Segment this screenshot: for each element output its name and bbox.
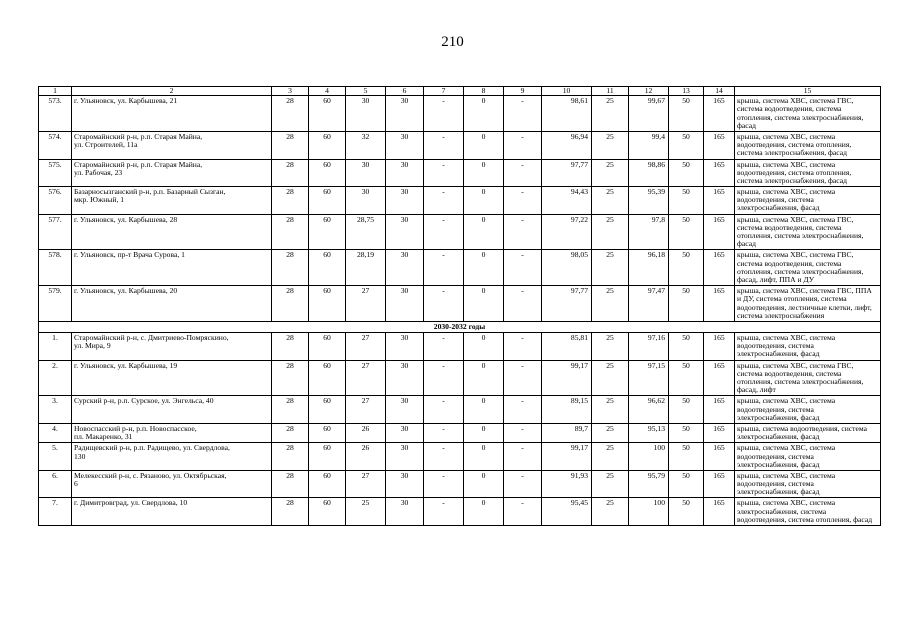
col-7-cell: - <box>424 396 464 424</box>
col-3-cell: 28 <box>272 443 309 471</box>
col-13-cell: 50 <box>669 286 704 322</box>
col-4-cell: 60 <box>309 286 346 322</box>
col-7-cell: - <box>424 333 464 361</box>
col-12-cell: 97,47 <box>629 286 669 322</box>
col-8-cell: 0 <box>464 396 504 424</box>
col-10-cell: 85,81 <box>542 333 592 361</box>
col-9-cell: - <box>504 187 542 215</box>
column-header: 14 <box>704 87 735 96</box>
col-6-cell: 30 <box>386 250 424 286</box>
col-10-cell: 95,45 <box>542 498 592 526</box>
col-10-cell: 99,17 <box>542 360 592 396</box>
col-4-cell: 60 <box>309 443 346 471</box>
row-number-cell: 6. <box>39 470 72 498</box>
col-9-cell: - <box>504 250 542 286</box>
row-number-cell: 2. <box>39 360 72 396</box>
section-title: 2030-2032 годы <box>39 321 881 332</box>
col-8-cell: 0 <box>464 286 504 322</box>
col-7-cell: - <box>424 443 464 471</box>
col-9-cell: - <box>504 423 542 442</box>
col-14-cell: 165 <box>704 333 735 361</box>
col-12-cell: 95,79 <box>629 470 669 498</box>
column-header: 2 <box>72 87 272 96</box>
col-3-cell: 28 <box>272 360 309 396</box>
work-types-cell: крыша, система ХВС, система водоотведения, система отопления, система электроснабжения, фасад <box>735 131 881 159</box>
col-9-cell: - <box>504 333 542 361</box>
address-cell: г. Ульяновск, ул. Карбышева, 19 <box>72 360 272 396</box>
col-12-cell: 99,4 <box>629 131 669 159</box>
col-9-cell: - <box>504 360 542 396</box>
column-header: 8 <box>464 87 504 96</box>
col-13-cell: 50 <box>669 250 704 286</box>
col-5-cell: 28,75 <box>346 214 386 250</box>
col-11-cell: 25 <box>592 443 629 471</box>
col-8-cell: 0 <box>464 96 504 132</box>
table-row <box>39 159 881 187</box>
table-row <box>39 360 881 396</box>
col-11-cell: 25 <box>592 423 629 442</box>
col-8-cell: 0 <box>464 360 504 396</box>
col-5-cell: 32 <box>346 131 386 159</box>
col-6-cell: 30 <box>386 360 424 396</box>
table-row <box>39 250 881 286</box>
col-3-cell: 28 <box>272 159 309 187</box>
col-10-cell: 89,7 <box>542 423 592 442</box>
col-4-cell: 60 <box>309 396 346 424</box>
col-5-cell: 30 <box>346 159 386 187</box>
col-13-cell: 50 <box>669 498 704 526</box>
col-12-cell: 95,13 <box>629 423 669 442</box>
col-3-cell: 28 <box>272 214 309 250</box>
table-row <box>39 470 881 498</box>
col-4-cell: 60 <box>309 470 346 498</box>
col-12-cell: 99,67 <box>629 96 669 132</box>
col-10-cell: 98,05 <box>542 250 592 286</box>
column-header: 13 <box>669 87 704 96</box>
address-cell: г. Ульяновск, ул. Карбышева, 21 <box>72 96 272 132</box>
table-row <box>39 131 881 159</box>
col-14-cell: 165 <box>704 423 735 442</box>
col-11-cell: 25 <box>592 187 629 215</box>
address-cell: Старомайнский р-н, р.п. Старая Майна, ул. Рабочая, 23 <box>72 159 272 187</box>
col-9-cell: - <box>504 443 542 471</box>
col-13-cell: 50 <box>669 96 704 132</box>
col-12-cell: 97,16 <box>629 333 669 361</box>
col-8-cell: 0 <box>464 443 504 471</box>
col-11-cell: 25 <box>592 470 629 498</box>
col-7-cell: - <box>424 470 464 498</box>
work-types-cell: крыша, система ХВС, система электроснабжения, система водоотведения, система отопления, фасад <box>735 498 881 526</box>
row-number-cell: 575. <box>39 159 72 187</box>
row-number-cell: 3. <box>39 396 72 424</box>
address-cell: г. Ульяновск, ул. Карбышева, 28 <box>72 214 272 250</box>
col-9-cell: - <box>504 498 542 526</box>
col-13-cell: 50 <box>669 470 704 498</box>
column-header: 1 <box>39 87 72 96</box>
col-11-cell: 25 <box>592 250 629 286</box>
col-7-cell: - <box>424 286 464 322</box>
table-row <box>39 333 881 361</box>
col-14-cell: 165 <box>704 214 735 250</box>
col-5-cell: 30 <box>346 96 386 132</box>
col-13-cell: 50 <box>669 423 704 442</box>
row-number-cell: 4. <box>39 423 72 442</box>
col-7-cell: - <box>424 360 464 396</box>
col-6-cell: 30 <box>386 96 424 132</box>
col-11-cell: 25 <box>592 286 629 322</box>
column-number-header <box>39 87 881 96</box>
col-10-cell: 96,94 <box>542 131 592 159</box>
col-3-cell: 28 <box>272 286 309 322</box>
col-12-cell: 95,39 <box>629 187 669 215</box>
col-3-cell: 28 <box>272 250 309 286</box>
col-14-cell: 165 <box>704 250 735 286</box>
work-types-cell: крыша, система ХВС, система ГВС, система водоотведения, система отопления, система электроснабжения, фасад <box>735 214 881 250</box>
col-11-cell: 25 <box>592 159 629 187</box>
table-row <box>39 396 881 424</box>
row-number-cell: 5. <box>39 443 72 471</box>
column-header: 5 <box>346 87 386 96</box>
col-5-cell: 27 <box>346 396 386 424</box>
col-4-cell: 60 <box>309 498 346 526</box>
col-4-cell: 60 <box>309 187 346 215</box>
col-9-cell: - <box>504 96 542 132</box>
col-11-cell: 25 <box>592 214 629 250</box>
col-12-cell: 97,15 <box>629 360 669 396</box>
col-5-cell: 25 <box>346 498 386 526</box>
col-4-cell: 60 <box>309 250 346 286</box>
col-10-cell: 91,93 <box>542 470 592 498</box>
work-types-cell: крыша, система ХВС, система водоотведения, система отопления, система электроснабжения, фасад <box>735 159 881 187</box>
col-5-cell: 27 <box>346 286 386 322</box>
col-4-cell: 60 <box>309 159 346 187</box>
table-row <box>39 214 881 250</box>
col-3-cell: 28 <box>272 423 309 442</box>
col-13-cell: 50 <box>669 187 704 215</box>
col-4-cell: 60 <box>309 423 346 442</box>
work-types-cell: крыша, система ХВС, система водоотведения, система электроснабжения, фасад <box>735 333 881 361</box>
address-cell: Старомайнский р-н, р.п. Старая Майна, ул. Строителей, 11а <box>72 131 272 159</box>
row-number-cell: 578. <box>39 250 72 286</box>
col-6-cell: 30 <box>386 187 424 215</box>
table-row <box>39 96 881 132</box>
work-types-cell: крыша, система ХВС, система водоотведения, система электроснабжения, фасад <box>735 187 881 215</box>
row-number-cell: 576. <box>39 187 72 215</box>
row-number-cell: 1. <box>39 333 72 361</box>
col-13-cell: 50 <box>669 360 704 396</box>
col-9-cell: - <box>504 159 542 187</box>
address-cell: г. Ульяновск, ул. Карбышева, 20 <box>72 286 272 322</box>
col-7-cell: - <box>424 187 464 215</box>
col-14-cell: 165 <box>704 131 735 159</box>
col-14-cell: 165 <box>704 360 735 396</box>
col-9-cell: - <box>504 396 542 424</box>
col-10-cell: 97,22 <box>542 214 592 250</box>
col-11-cell: 25 <box>592 96 629 132</box>
column-header: 7 <box>424 87 464 96</box>
col-8-cell: 0 <box>464 498 504 526</box>
col-6-cell: 30 <box>386 286 424 322</box>
col-5-cell: 28,19 <box>346 250 386 286</box>
col-11-cell: 25 <box>592 396 629 424</box>
address-cell: г. Димитровград, ул. Свердлова, 10 <box>72 498 272 526</box>
col-7-cell: - <box>424 159 464 187</box>
col-7-cell: - <box>424 250 464 286</box>
col-14-cell: 165 <box>704 498 735 526</box>
col-13-cell: 50 <box>669 333 704 361</box>
col-4-cell: 60 <box>309 214 346 250</box>
col-3-cell: 28 <box>272 396 309 424</box>
col-13-cell: 50 <box>669 131 704 159</box>
col-3-cell: 28 <box>272 498 309 526</box>
col-10-cell: 97,77 <box>542 286 592 322</box>
column-header: 12 <box>629 87 669 96</box>
col-8-cell: 0 <box>464 423 504 442</box>
col-10-cell: 89,15 <box>542 396 592 424</box>
column-header: 11 <box>592 87 629 96</box>
col-8-cell: 0 <box>464 470 504 498</box>
col-12-cell: 98,86 <box>629 159 669 187</box>
column-header: 3 <box>272 87 309 96</box>
address-cell: Радищевский р-н, р.п. Радищево, ул. Свердлова, 130 <box>72 443 272 471</box>
col-9-cell: - <box>504 286 542 322</box>
col-8-cell: 0 <box>464 187 504 215</box>
col-3-cell: 28 <box>272 131 309 159</box>
col-9-cell: - <box>504 131 542 159</box>
col-10-cell: 94,43 <box>542 187 592 215</box>
col-12-cell: 100 <box>629 443 669 471</box>
col-14-cell: 165 <box>704 396 735 424</box>
col-3-cell: 28 <box>272 187 309 215</box>
col-12-cell: 97,8 <box>629 214 669 250</box>
address-cell: Новоспасский р-н, р.п. Новоспасское, пл. Макаренко, 31 <box>72 423 272 442</box>
col-12-cell: 96,62 <box>629 396 669 424</box>
col-14-cell: 165 <box>704 443 735 471</box>
col-8-cell: 0 <box>464 250 504 286</box>
col-9-cell: - <box>504 470 542 498</box>
col-12-cell: 96,18 <box>629 250 669 286</box>
address-cell: Мелекесский р-н, с. Рязаново, ул. Октябрьская, 6 <box>72 470 272 498</box>
col-4-cell: 60 <box>309 333 346 361</box>
housing-repair-table <box>38 86 881 526</box>
address-cell: Базарносызганский р-н, р.п. Базарный Сызган, мкр. Южный, 1 <box>72 187 272 215</box>
col-8-cell: 0 <box>464 333 504 361</box>
work-types-cell: крыша, система ХВС, система водоотведения, система электроснабжения, фасад <box>735 396 881 424</box>
col-6-cell: 30 <box>386 333 424 361</box>
table-row <box>39 443 881 471</box>
col-3-cell: 28 <box>272 470 309 498</box>
col-11-cell: 25 <box>592 333 629 361</box>
col-5-cell: 27 <box>346 360 386 396</box>
col-3-cell: 28 <box>272 96 309 132</box>
col-14-cell: 165 <box>704 159 735 187</box>
work-types-cell: крыша, система ХВС, система водоотведения, система электроснабжения, фасад <box>735 470 881 498</box>
column-header: 9 <box>504 87 542 96</box>
col-11-cell: 25 <box>592 498 629 526</box>
column-header: 10 <box>542 87 592 96</box>
col-12-cell: 100 <box>629 498 669 526</box>
col-6-cell: 30 <box>386 423 424 442</box>
section-row <box>39 321 881 332</box>
row-number-cell: 7. <box>39 498 72 526</box>
col-5-cell: 26 <box>346 443 386 471</box>
col-6-cell: 30 <box>386 470 424 498</box>
col-6-cell: 30 <box>386 498 424 526</box>
col-5-cell: 27 <box>346 470 386 498</box>
col-14-cell: 165 <box>704 470 735 498</box>
col-8-cell: 0 <box>464 214 504 250</box>
work-types-cell: крыша, система ХВС, система ГВС, система водоотведения, система отопления, система электроснабжения, фасад <box>735 96 881 132</box>
col-4-cell: 60 <box>309 360 346 396</box>
row-number-cell: 579. <box>39 286 72 322</box>
address-cell: Старомайнский р-н, с. Дмитриево-Помряскино, ул. Мира, 9 <box>72 333 272 361</box>
column-header: 4 <box>309 87 346 96</box>
address-cell: г. Ульяновск, пр-т Врача Сурова, 1 <box>72 250 272 286</box>
col-3-cell: 28 <box>272 333 309 361</box>
col-11-cell: 25 <box>592 131 629 159</box>
col-9-cell: - <box>504 214 542 250</box>
col-8-cell: 0 <box>464 159 504 187</box>
work-types-cell: крыша, система водоотведения, система электроснабжения, фасад <box>735 423 881 442</box>
table-row <box>39 286 881 322</box>
col-8-cell: 0 <box>464 131 504 159</box>
col-7-cell: - <box>424 498 464 526</box>
col-14-cell: 165 <box>704 286 735 322</box>
table-row <box>39 498 881 526</box>
row-number-cell: 574. <box>39 131 72 159</box>
col-7-cell: - <box>424 131 464 159</box>
col-13-cell: 50 <box>669 214 704 250</box>
col-13-cell: 50 <box>669 443 704 471</box>
work-types-cell: крыша, система ХВС, система ГВС, система водоотведения, система отопления, система электроснабжения, фасад, лифт <box>735 360 881 396</box>
work-types-cell: крыша, система ХВС, система водоотведения, система электроснабжения, фасад <box>735 443 881 471</box>
col-4-cell: 60 <box>309 96 346 132</box>
col-6-cell: 30 <box>386 396 424 424</box>
row-number-cell: 573. <box>39 96 72 132</box>
col-6-cell: 30 <box>386 131 424 159</box>
col-6-cell: 30 <box>386 159 424 187</box>
col-7-cell: - <box>424 214 464 250</box>
work-types-cell: крыша, система ХВС, система ГВС, система водоотведения, система отопления, система электроснабжения, фасад, лифт, ППА и ДУ <box>735 250 881 286</box>
col-14-cell: 165 <box>704 187 735 215</box>
work-types-cell: крыша, система ХВС, система ГВС, ППА и ДУ, система отопления, система водоотведения, лестничные клетки, лифт, система электроснабжения <box>735 286 881 322</box>
col-14-cell: 165 <box>704 96 735 132</box>
col-13-cell: 50 <box>669 396 704 424</box>
row-number-cell: 577. <box>39 214 72 250</box>
col-10-cell: 98,61 <box>542 96 592 132</box>
col-7-cell: - <box>424 96 464 132</box>
column-header: 15 <box>735 87 881 96</box>
column-header: 6 <box>386 87 424 96</box>
col-6-cell: 30 <box>386 214 424 250</box>
col-6-cell: 30 <box>386 443 424 471</box>
col-13-cell: 50 <box>669 159 704 187</box>
col-5-cell: 27 <box>346 333 386 361</box>
col-10-cell: 97,77 <box>542 159 592 187</box>
col-4-cell: 60 <box>309 131 346 159</box>
address-cell: Сурский р-н, р.п. Сурское, ул. Энгельса, 40 <box>72 396 272 424</box>
table-row <box>39 187 881 215</box>
col-11-cell: 25 <box>592 360 629 396</box>
col-5-cell: 30 <box>346 187 386 215</box>
table-row <box>39 423 881 442</box>
col-7-cell: - <box>424 423 464 442</box>
col-10-cell: 99,17 <box>542 443 592 471</box>
page-number: 210 <box>441 34 464 50</box>
col-5-cell: 26 <box>346 423 386 442</box>
